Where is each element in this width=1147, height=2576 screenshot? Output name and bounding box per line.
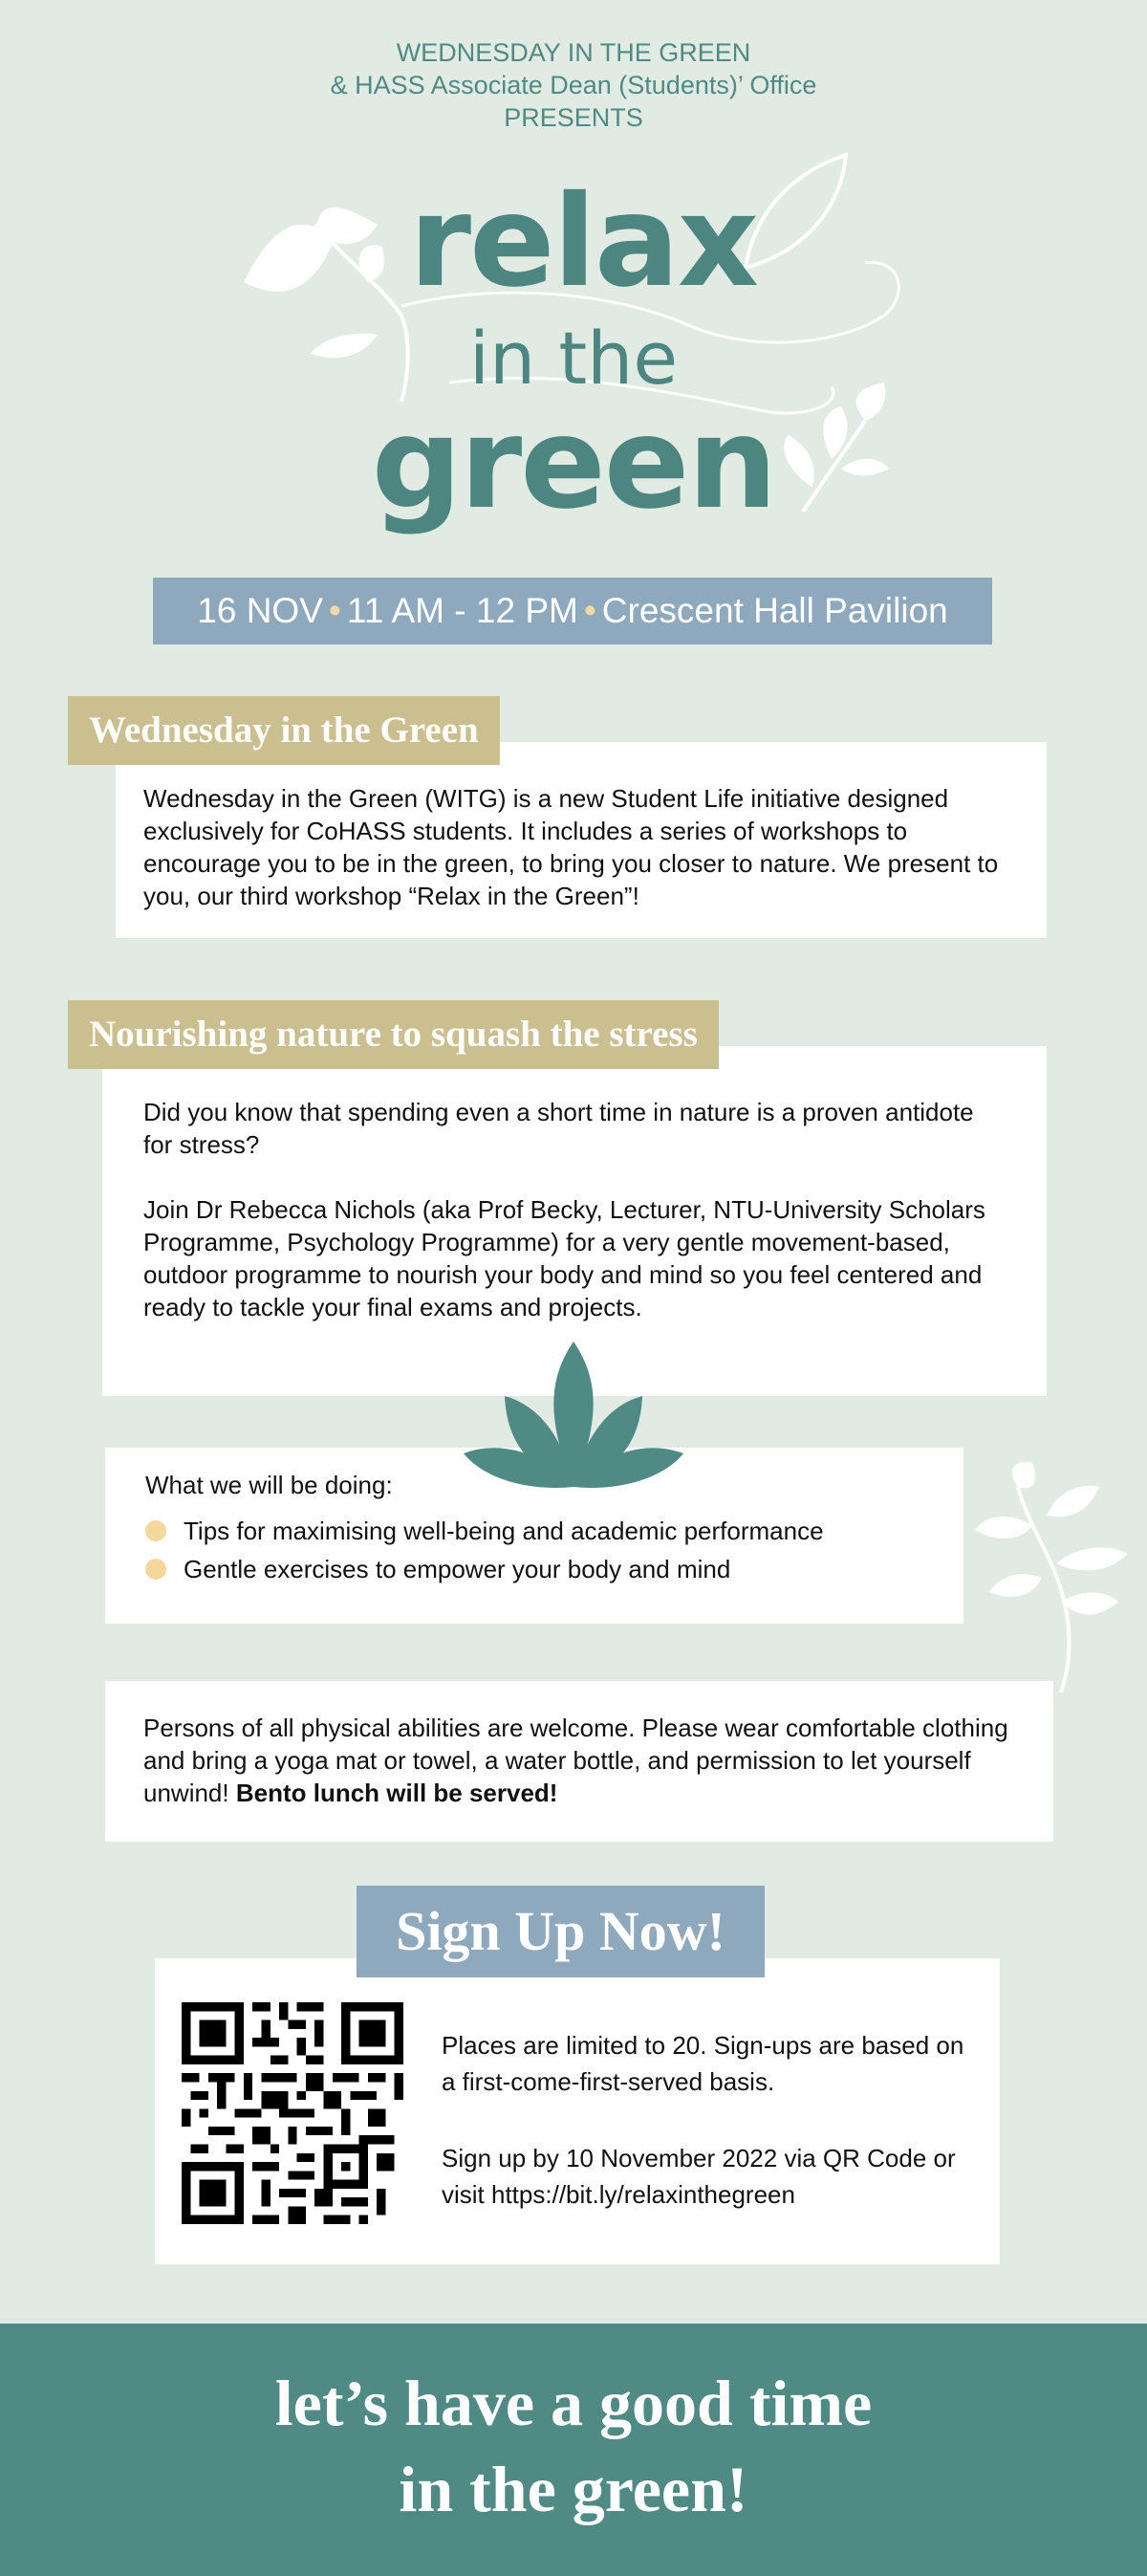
activity-item-2: Gentle exercises to empower your body and mind — [184, 1555, 731, 1583]
footer-line-2: in the green! — [399, 2453, 748, 2525]
bullet-dot-icon — [145, 1559, 166, 1580]
qr-code-icon[interactable] — [182, 2002, 403, 2224]
sign-up-card — [155, 1958, 1000, 2264]
footer-line-1: let’s have a good time — [274, 2367, 873, 2439]
notice-bold: Bento lunch will be served! — [235, 1779, 558, 1807]
notice-card — [105, 1681, 1053, 1842]
event-date: 16 NOV — [197, 591, 323, 630]
event-venue: Crescent Hall Pavilion — [601, 591, 948, 630]
lotus-icon — [459, 1334, 688, 1492]
title-green: green — [371, 390, 776, 537]
event-info-bar — [153, 578, 992, 644]
event-time: 11 AM - 12 PM — [346, 591, 578, 630]
section-heading-wednesday-in-the-green: Wednesday in the Green — [68, 696, 500, 765]
sign-up-limit-text: Places are limited to 20. Sign-ups are based on a first-come-first-served basis. — [442, 2031, 964, 2096]
side-leaves-decoration — [965, 1458, 1147, 1697]
activity-item-1: Tips for maximising well-being and academic performance — [184, 1517, 824, 1545]
list-item — [145, 1553, 935, 1585]
title-relax: relax — [408, 168, 758, 316]
presenter-line-3: PRESENTS — [504, 103, 643, 132]
list-item — [145, 1515, 935, 1547]
footer-banner — [0, 2324, 1147, 2576]
activities-intro: What we will be doing: — [145, 1471, 393, 1499]
separator-dot: • — [583, 591, 596, 630]
notice-text — [143, 1712, 1032, 1809]
nourishing-para-1: Did you know that spending even a short time in nature is a proven antidote for stress? — [143, 1098, 974, 1159]
notice-body: Persons of all physical abilities are welcome. Please wear comfortable clothing and bring a yoga mat or towel, a water bottle, and permission to let yourself unwind! — [143, 1714, 1008, 1807]
sign-up-deadline-text[interactable]: Sign up by 10 November 2022 via QR Code or visit https://bit.ly/relaxinthegreen — [442, 2144, 956, 2209]
bullet-dot-icon — [145, 1520, 166, 1541]
intro-text: Wednesday in the Green (WITG) is a new Student Life initiative designed exclusively for CoHASS students. It includes a series of workshops to encourage you to be in the green, to bring you closer to nature. We present to you, our third workshop “Relax in the Green”! — [143, 784, 999, 910]
presenter-line-1: WEDNESDAY IN THE GREEN — [396, 38, 751, 67]
section-card-intro — [116, 742, 1047, 938]
nourishing-para-2: Join Dr Rebecca Nichols (aka Prof Becky, Lecturer, NTU-University Scholars Programme, Psychology Programme) for a very gentle movement-based, outdoor programme to nourish your body and mind so you feel centered and ready to tackle your final exams and projects. — [143, 1195, 985, 1321]
sign-up-text — [442, 2027, 977, 2213]
presenter-line-2: & HASS Associate Dean (Students)’ Office — [330, 71, 817, 99]
section-heading-nourishing-nature: Nourishing nature to squash the stress — [68, 1000, 719, 1069]
title-in-the: in the — [468, 316, 679, 401]
sign-up-heading: Sign Up Now! — [357, 1886, 765, 1977]
separator-dot: • — [328, 591, 341, 630]
